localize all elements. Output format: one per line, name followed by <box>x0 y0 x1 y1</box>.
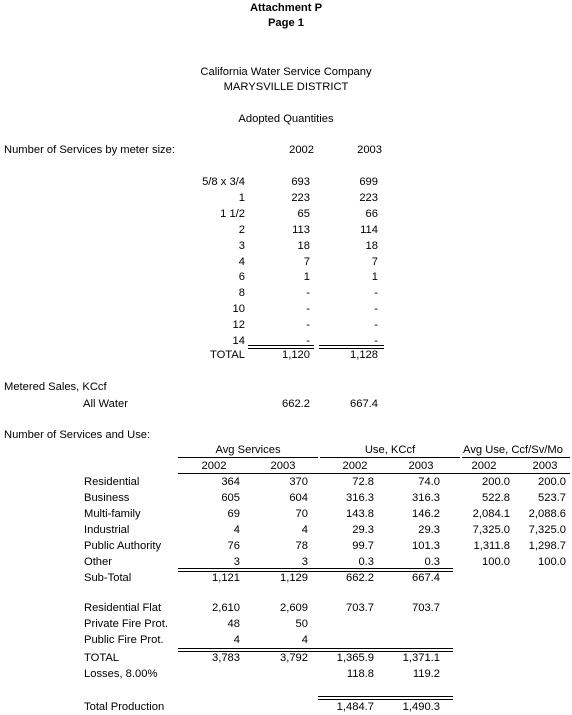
avg-services-header-rule <box>178 457 318 458</box>
service-row-a02: 7,325.0 <box>472 523 510 536</box>
extra-row-name: Public Fire Prot. <box>84 633 164 646</box>
losses-name: Losses, 8.00% <box>84 668 158 680</box>
subtotal-s02: 1,121 <box>212 572 240 584</box>
extra-row-name: Residential Flat <box>84 602 162 614</box>
losses-u03: 119.2 <box>412 668 440 680</box>
losses-u02: 118.8 <box>346 668 374 680</box>
meter-count-2003: 114 <box>360 223 378 236</box>
attachment-title: Attachment P <box>249 2 323 14</box>
service-row-u02: 29.3 <box>352 523 374 536</box>
service-row-u03: 316.3 <box>412 491 440 504</box>
col-year-5: 2002 <box>471 460 497 472</box>
meter-section-label: Number of Services by meter size: <box>4 144 175 156</box>
service-row-name: Multi-family <box>84 507 141 520</box>
service-row-name: Industrial <box>84 523 130 536</box>
col-year-3: 2002 <box>342 460 368 472</box>
service-row-s02: 69 <box>227 507 240 520</box>
service-row-u03: 101.3 <box>412 539 440 552</box>
service-row-s03: 604 <box>289 491 308 504</box>
extra-row-u03: 703.7 <box>412 602 440 614</box>
meter-count-2003: 66 <box>365 207 378 220</box>
service-row-a02: 100.0 <box>482 555 510 568</box>
meter-size-label: 4 <box>238 255 245 268</box>
avg-use-header-rule <box>462 457 570 458</box>
service-row-u03: 146.2 <box>412 507 440 520</box>
meter-count-2003: - <box>374 303 378 316</box>
service-row-name: Residential <box>84 476 140 488</box>
total-name: TOTAL <box>84 652 120 664</box>
service-row-u02: 316.3 <box>346 491 374 504</box>
adopted-quantities-title: Adopted Quantities <box>238 113 334 125</box>
extra-row-name: Private Fire Prot. <box>84 617 168 630</box>
meter-size-label: 6 <box>238 271 245 284</box>
meter-count-2003: 223 <box>359 191 378 204</box>
service-row-a03: 100.0 <box>538 555 566 568</box>
extra-row-u02: 703.7 <box>346 602 374 614</box>
service-row-a03: 523.7 <box>538 491 566 504</box>
col-year-4: 2003 <box>408 460 434 472</box>
col-year-2: 2003 <box>270 460 296 472</box>
meter-count-2002: - <box>306 319 310 332</box>
meter-size-label: 5/8 x 3/4 <box>202 176 245 188</box>
use-header-rule <box>320 457 460 458</box>
extra-row-s03: 50 <box>295 617 308 630</box>
page-number: Page 1 <box>267 17 305 29</box>
all-water-2002: 662.2 <box>282 398 310 410</box>
services-use-label: Number of Services and Use: <box>4 429 151 441</box>
all-water-2003: 667.4 <box>350 398 378 410</box>
extra-row-s02: 4 <box>233 633 240 646</box>
avg-services-header: Avg Services <box>215 444 281 456</box>
meter-count-2002: 18 <box>297 239 310 252</box>
service-row-s03: 3 <box>301 555 308 568</box>
meter-year-2002: 2002 <box>289 144 314 156</box>
meter-total-2002: 1,120 <box>282 349 310 361</box>
meter-count-2002: 693 <box>291 176 310 188</box>
meter-count-2003: - <box>374 319 378 332</box>
total-s03: 3,792 <box>280 652 308 664</box>
col-year-6: 2003 <box>532 460 558 472</box>
service-row-name: Public Authority <box>84 539 162 552</box>
meter-count-2003: 699 <box>359 176 378 188</box>
production-u03: 1,490.3 <box>402 701 440 713</box>
service-row-s02: 76 <box>227 539 240 552</box>
meter-size-label: 10 <box>232 303 245 316</box>
meter-count-2003: - <box>374 335 378 347</box>
meter-total-2003: 1,128 <box>350 349 378 361</box>
extra-row-s02: 2,610 <box>212 602 240 614</box>
subtotal-u03: 667.4 <box>412 572 440 584</box>
service-row-s03: 78 <box>295 539 308 552</box>
production-rule <box>318 696 453 700</box>
service-row-a03: 7,325.0 <box>528 523 566 536</box>
meter-count-2002: 113 <box>292 223 310 236</box>
service-row-a03: 200.0 <box>538 476 566 488</box>
meter-count-2002: 65 <box>297 207 310 220</box>
service-row-u03: 0.3 <box>424 555 440 568</box>
total-s02: 3,783 <box>212 652 240 664</box>
service-row-name: Other <box>84 555 112 568</box>
meter-count-2002: 223 <box>291 191 310 204</box>
meter-size-label: 8 <box>238 287 245 300</box>
meter-count-2003: 1 <box>371 271 378 284</box>
service-row-a02: 2,084.1 <box>472 507 510 520</box>
use-kccf-header: Use, KCcf <box>364 444 416 456</box>
district-name: MARYSVILLE DISTRICT <box>223 81 349 93</box>
meter-total-label: TOTAL <box>209 349 245 361</box>
service-row-s03: 4 <box>301 523 308 536</box>
service-row-u02: 72.8 <box>352 476 374 488</box>
meter-size-label: 1 1/2 <box>220 207 245 220</box>
meter-count-2002: - <box>306 287 310 300</box>
avg-use-header: Avg Use, Ccf/Sv/Mo <box>463 444 563 456</box>
service-row-a02: 1,311.8 <box>473 539 510 552</box>
meter-year-2003: 2003 <box>357 144 382 156</box>
service-row-u02: 143.8 <box>346 507 374 520</box>
extra-row-s03: 2,609 <box>280 602 308 614</box>
service-row-u02: 99.7 <box>352 539 374 552</box>
service-row-name: Business <box>84 491 130 504</box>
company-name: California Water Service Company <box>200 66 372 78</box>
meter-count-2002: - <box>306 303 310 316</box>
service-row-s02: 3 <box>233 555 240 568</box>
subtotal-u02: 662.2 <box>346 572 374 584</box>
meter-size-label: 2 <box>238 223 245 236</box>
production-name: Total Production <box>84 701 165 713</box>
meter-count-2003: 18 <box>365 239 378 252</box>
years-underline <box>178 473 570 474</box>
service-row-a03: 2,088.6 <box>528 507 566 520</box>
meter-count-2002: 7 <box>303 255 310 268</box>
service-row-s03: 370 <box>289 476 308 488</box>
subtotal-s03: 1,129 <box>280 572 308 584</box>
service-row-a02: 200.0 <box>482 476 510 488</box>
meter-count-2002: 1 <box>303 271 310 284</box>
service-row-u03: 29.3 <box>418 523 440 536</box>
meter-size-label: 3 <box>238 239 245 252</box>
service-row-s02: 364 <box>221 476 240 488</box>
all-water-label: All Water <box>83 398 128 410</box>
service-row-s02: 605 <box>221 491 240 504</box>
service-row-s03: 70 <box>295 507 308 520</box>
service-row-u02: 0.3 <box>358 555 374 568</box>
service-row-a03: 1,298.7 <box>528 539 566 552</box>
extra-row-s03: 4 <box>301 633 308 646</box>
production-u02: 1,484.7 <box>336 701 374 713</box>
meter-count-2002: - <box>306 335 310 347</box>
meter-size-label: 14 <box>232 335 245 347</box>
extra-row-s02: 48 <box>227 617 240 630</box>
meter-count-2003: - <box>374 287 378 300</box>
total-u03: 1,371.1 <box>402 652 440 664</box>
service-row-u03: 74.0 <box>418 476 440 488</box>
meter-count-2003: 7 <box>371 255 378 268</box>
subtotal-name: Sub-Total <box>84 572 132 584</box>
service-row-a02: 522.8 <box>482 491 510 504</box>
meter-size-label: 12 <box>232 319 245 332</box>
service-row-s02: 4 <box>233 523 240 536</box>
metered-sales-label: Metered Sales, KCcf <box>4 381 107 393</box>
col-year-1: 2002 <box>201 460 227 472</box>
total-u02: 1,365.9 <box>336 652 374 664</box>
meter-size-label: 1 <box>238 191 245 204</box>
